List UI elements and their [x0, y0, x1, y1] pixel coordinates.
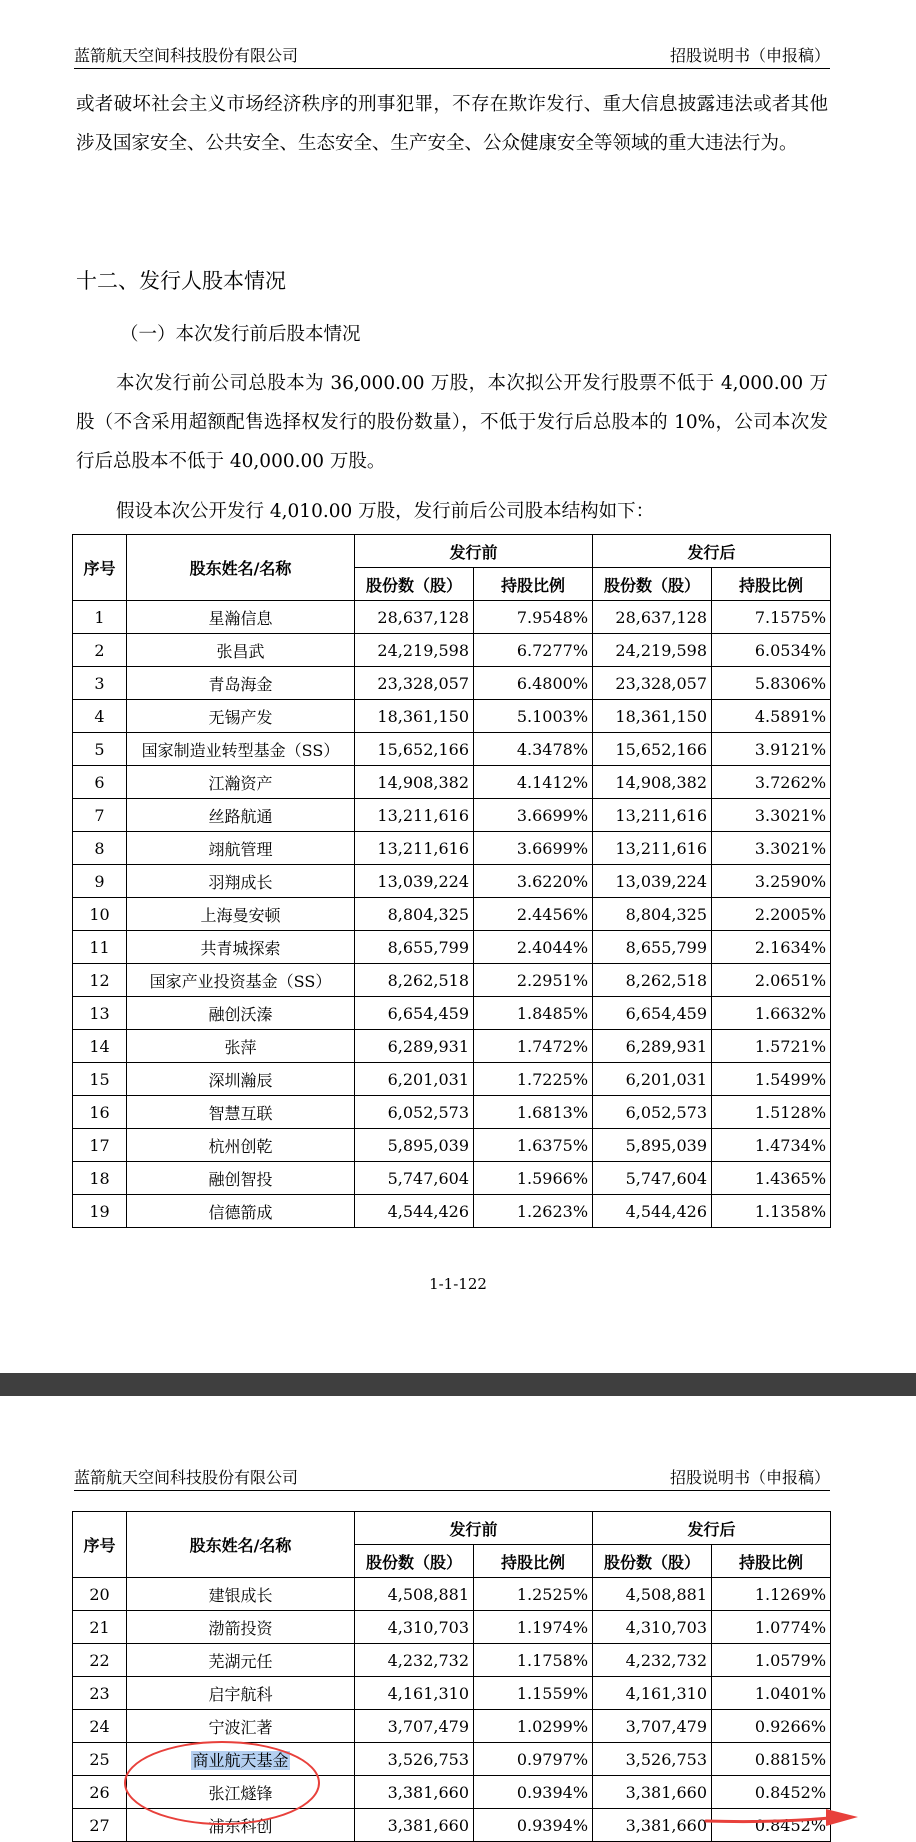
cell-seq: 6	[73, 766, 127, 799]
table-row	[73, 667, 831, 700]
cell-before-shares: 4,508,881	[355, 1578, 474, 1611]
header-after: 发行后	[593, 535, 831, 568]
cell-name: 翊航管理	[127, 832, 355, 865]
cell-before-ratio: 1.6375%	[474, 1129, 593, 1162]
cell-name: 融创智投	[127, 1162, 355, 1195]
cell-after-shares: 5,895,039	[593, 1129, 712, 1162]
cell-after-shares: 4,161,310	[593, 1677, 712, 1710]
cell-seq: 27	[73, 1809, 127, 1842]
cell-after-shares: 4,508,881	[593, 1578, 712, 1611]
body-paragraph-1: 本次发行前公司总股本为 36,000.00 万股，本次拟公开发行股票不低于 4,000.00 万股（不含采用超额配售选择权发行的股份数量），不低于发行后总股本的 10%，公司本次发行后总股本不低于 40,000.00 万股。	[76, 373, 828, 472]
cell-name	[127, 1743, 355, 1776]
cell-before-shares: 14,908,382	[355, 766, 474, 799]
cell-after-ratio: 1.5128%	[712, 1096, 831, 1129]
cell-before-ratio: 1.5966%	[474, 1162, 593, 1195]
cell-after-ratio: 1.1269%	[712, 1578, 831, 1611]
cell-before-ratio: 1.1974%	[474, 1611, 593, 1644]
cell-before-ratio: 1.8485%	[474, 997, 593, 1030]
cell-seq: 9	[73, 865, 127, 898]
table-row	[73, 1809, 831, 1842]
cell-name: 融创沃溱	[127, 997, 355, 1030]
body-paragraph-2: 假设本次公开发行 4,010.00 万股，发行前后公司股本结构如下：	[116, 501, 655, 522]
cell-after-shares: 6,289,931	[593, 1030, 712, 1063]
cell-after-shares: 3,381,660	[593, 1809, 712, 1842]
cell-before-shares: 13,039,224	[355, 865, 474, 898]
cell-seq: 15	[73, 1063, 127, 1096]
cell-after-ratio: 3.7262%	[712, 766, 831, 799]
cell-after-shares: 6,052,573	[593, 1096, 712, 1129]
cell-after-shares: 13,211,616	[593, 799, 712, 832]
header-after-shares: 股份数（股）	[593, 1545, 712, 1578]
table-row	[73, 1776, 831, 1809]
cell-name: 杭州创乾	[127, 1129, 355, 1162]
cell-seq: 5	[73, 733, 127, 766]
cell-after-ratio: 4.5891%	[712, 700, 831, 733]
cell-before-ratio: 1.2525%	[474, 1578, 593, 1611]
cell-after-shares: 8,655,799	[593, 931, 712, 964]
cell-before-shares: 24,219,598	[355, 634, 474, 667]
cell-name: 启宇航科	[127, 1677, 355, 1710]
cell-before-shares: 6,289,931	[355, 1030, 474, 1063]
cell-after-ratio: 3.2590%	[712, 865, 831, 898]
cell-name: 渤箭投资	[127, 1611, 355, 1644]
header-after: 发行后	[593, 1512, 831, 1545]
cell-seq: 8	[73, 832, 127, 865]
table-body-page2	[73, 1578, 831, 1842]
cell-before-shares: 3,381,660	[355, 1776, 474, 1809]
cell-seq: 24	[73, 1710, 127, 1743]
cell-before-shares: 15,652,166	[355, 733, 474, 766]
cell-before-shares: 23,328,057	[355, 667, 474, 700]
header-name: 股东姓名/名称	[127, 535, 355, 601]
cell-before-ratio: 1.1559%	[474, 1677, 593, 1710]
cell-before-ratio: 0.9394%	[474, 1776, 593, 1809]
table-row	[73, 634, 831, 667]
table-row	[73, 1129, 831, 1162]
cell-name: 丝路航通	[127, 799, 355, 832]
cell-before-shares: 3,381,660	[355, 1809, 474, 1842]
cell-name: 智慧互联	[127, 1096, 355, 1129]
table-row	[73, 766, 831, 799]
cell-before-ratio: 1.6813%	[474, 1096, 593, 1129]
cell-before-ratio: 2.2951%	[474, 964, 593, 997]
cell-before-ratio: 3.6220%	[474, 865, 593, 898]
cell-before-ratio: 1.1758%	[474, 1644, 593, 1677]
table-row	[73, 1030, 831, 1063]
cell-seq: 7	[73, 799, 127, 832]
cell-after-shares: 3,526,753	[593, 1743, 712, 1776]
table-row	[73, 799, 831, 832]
cell-before-shares: 13,211,616	[355, 832, 474, 865]
header-doc-type: 招股说明书（申报稿）	[669, 46, 830, 65]
cell-before-shares: 28,637,128	[355, 601, 474, 634]
table-row	[73, 997, 831, 1030]
table-row	[73, 1743, 831, 1776]
cell-after-shares: 13,039,224	[593, 865, 712, 898]
header-company: 蓝箭航天空间科技股份有限公司	[74, 46, 299, 65]
cell-before-shares: 4,161,310	[355, 1677, 474, 1710]
cell-seq: 4	[73, 700, 127, 733]
cell-seq: 13	[73, 997, 127, 1030]
cell-after-ratio: 0.8452%	[712, 1776, 831, 1809]
table-row	[73, 964, 831, 997]
cell-name: 星瀚信息	[127, 601, 355, 634]
cell-after-shares: 4,232,732	[593, 1644, 712, 1677]
cell-name: 共青城探索	[127, 931, 355, 964]
cell-before-ratio: 1.7472%	[474, 1030, 593, 1063]
cell-after-ratio: 2.0651%	[712, 964, 831, 997]
cell-seq: 17	[73, 1129, 127, 1162]
cell-before-shares: 3,526,753	[355, 1743, 474, 1776]
header-seq: 序号	[73, 1512, 127, 1578]
cell-seq: 20	[73, 1578, 127, 1611]
intro-paragraph: 或者破坏社会主义市场经济秩序的刑事犯罪，不存在欺诈发行、重大信息披露违法或者其他涉及国家安全、公共安全、生态安全、生产安全、公众健康安全等领域的重大违法行为。	[76, 94, 828, 154]
cell-name: 青岛海金	[127, 667, 355, 700]
cell-name: 国家产业投资基金（SS）	[127, 964, 355, 997]
highlighted-name: 商业航天基金	[192, 1750, 289, 1770]
cell-after-shares: 3,381,660	[593, 1776, 712, 1809]
shareholder-table-page1	[72, 534, 831, 1228]
table-row	[73, 898, 831, 931]
cell-seq: 1	[73, 601, 127, 634]
cell-before-shares: 4,544,426	[355, 1195, 474, 1228]
table-row	[73, 1162, 831, 1195]
cell-before-ratio: 0.9797%	[474, 1743, 593, 1776]
cell-name: 张江燧锋	[127, 1776, 355, 1809]
cell-before-shares: 8,804,325	[355, 898, 474, 931]
cell-seq: 14	[73, 1030, 127, 1063]
cell-seq: 23	[73, 1677, 127, 1710]
cell-after-shares: 6,201,031	[593, 1063, 712, 1096]
header-before-ratio: 持股比例	[474, 568, 593, 601]
cell-after-shares: 18,361,150	[593, 700, 712, 733]
cell-before-ratio: 3.6699%	[474, 799, 593, 832]
cell-before-shares: 6,052,573	[355, 1096, 474, 1129]
cell-before-ratio: 2.4044%	[474, 931, 593, 964]
cell-before-ratio: 1.7225%	[474, 1063, 593, 1096]
table-row	[73, 1063, 831, 1096]
cell-after-ratio: 1.6632%	[712, 997, 831, 1030]
subsection-title: （一）本次发行前后股本情况	[120, 324, 361, 345]
table-row	[73, 931, 831, 964]
cell-seq: 26	[73, 1776, 127, 1809]
cell-seq: 25	[73, 1743, 127, 1776]
table-row	[73, 865, 831, 898]
cell-after-shares: 15,652,166	[593, 733, 712, 766]
header-before-shares: 股份数（股）	[355, 1545, 474, 1578]
table-row	[73, 832, 831, 865]
header-after-ratio: 持股比例	[712, 568, 831, 601]
cell-before-ratio: 3.6699%	[474, 832, 593, 865]
cell-after-shares: 14,908,382	[593, 766, 712, 799]
page-number: 1-1-122	[429, 1275, 487, 1293]
shareholder-table-page2	[72, 1511, 831, 1842]
cell-before-ratio: 0.9394%	[474, 1809, 593, 1842]
cell-name: 国家制造业转型基金（SS）	[127, 733, 355, 766]
cell-after-ratio: 3.9121%	[712, 733, 831, 766]
cell-seq: 18	[73, 1162, 127, 1195]
cell-seq: 10	[73, 898, 127, 931]
cell-name: 深圳瀚辰	[127, 1063, 355, 1096]
document-page-2	[0, 1396, 916, 1840]
cell-name: 江瀚资产	[127, 766, 355, 799]
cell-after-shares: 3,707,479	[593, 1710, 712, 1743]
cell-after-ratio: 0.8815%	[712, 1743, 831, 1776]
cell-before-shares: 4,310,703	[355, 1611, 474, 1644]
cell-before-shares: 18,361,150	[355, 700, 474, 733]
cell-after-ratio: 1.4365%	[712, 1162, 831, 1195]
header-after-shares: 股份数（股）	[593, 568, 712, 601]
table-row	[73, 1710, 831, 1743]
cell-before-ratio: 4.1412%	[474, 766, 593, 799]
cell-after-ratio: 2.1634%	[712, 931, 831, 964]
cell-after-ratio: 1.0774%	[712, 1611, 831, 1644]
cell-before-ratio: 2.4456%	[474, 898, 593, 931]
cell-after-shares: 8,262,518	[593, 964, 712, 997]
cell-name: 建银成长	[127, 1578, 355, 1611]
table-row	[73, 700, 831, 733]
cell-before-ratio: 4.3478%	[474, 733, 593, 766]
cell-name: 浦东科创	[127, 1809, 355, 1842]
cell-seq: 19	[73, 1195, 127, 1228]
header-before-shares: 股份数（股）	[355, 568, 474, 601]
cell-after-ratio: 1.0579%	[712, 1644, 831, 1677]
page-header	[74, 1462, 830, 1491]
header-name: 股东姓名/名称	[127, 1512, 355, 1578]
table-row	[73, 1096, 831, 1129]
cell-after-ratio: 1.5499%	[712, 1063, 831, 1096]
table-row	[73, 1677, 831, 1710]
cell-seq: 12	[73, 964, 127, 997]
cell-seq: 11	[73, 931, 127, 964]
cell-seq: 3	[73, 667, 127, 700]
cell-name: 上海曼安顿	[127, 898, 355, 931]
table-body-page1	[73, 601, 831, 1228]
cell-after-shares: 5,747,604	[593, 1162, 712, 1195]
cell-after-ratio: 1.5721%	[712, 1030, 831, 1063]
cell-before-ratio: 5.1003%	[474, 700, 593, 733]
cell-after-ratio: 0.8452%	[712, 1809, 831, 1842]
cell-before-shares: 6,654,459	[355, 997, 474, 1030]
table-row	[73, 1644, 831, 1677]
header-before: 发行前	[355, 1512, 593, 1545]
header-seq: 序号	[73, 535, 127, 601]
cell-after-shares: 4,310,703	[593, 1611, 712, 1644]
header-doc-type: 招股说明书（申报稿）	[669, 1468, 830, 1487]
cell-name: 张萍	[127, 1030, 355, 1063]
cell-name: 芜湖元任	[127, 1644, 355, 1677]
cell-name: 信德箭成	[127, 1195, 355, 1228]
table-row	[73, 1611, 831, 1644]
cell-before-ratio: 6.4800%	[474, 667, 593, 700]
header-after-ratio: 持股比例	[712, 1545, 831, 1578]
cell-after-ratio: 1.4734%	[712, 1129, 831, 1162]
cell-seq: 21	[73, 1611, 127, 1644]
cell-before-shares: 5,747,604	[355, 1162, 474, 1195]
cell-before-shares: 8,655,799	[355, 931, 474, 964]
cell-name: 宁波汇著	[127, 1710, 355, 1743]
cell-before-shares: 3,707,479	[355, 1710, 474, 1743]
table-row	[73, 1578, 831, 1611]
header-before: 发行前	[355, 535, 593, 568]
cell-after-ratio: 6.0534%	[712, 634, 831, 667]
cell-after-ratio: 3.3021%	[712, 832, 831, 865]
cell-after-ratio: 2.2005%	[712, 898, 831, 931]
cell-before-shares: 4,232,732	[355, 1644, 474, 1677]
cell-before-shares: 8,262,518	[355, 964, 474, 997]
table-row	[73, 1195, 831, 1228]
cell-after-shares: 13,211,616	[593, 832, 712, 865]
cell-name: 羽翔成长	[127, 865, 355, 898]
header-company: 蓝箭航天空间科技股份有限公司	[74, 1468, 299, 1487]
cell-after-ratio: 5.8306%	[712, 667, 831, 700]
cell-after-shares: 6,654,459	[593, 997, 712, 1030]
cell-after-ratio: 1.1358%	[712, 1195, 831, 1228]
section-title: 十二、发行人股本情况	[76, 269, 286, 293]
cell-before-ratio: 7.9548%	[474, 601, 593, 634]
cell-before-shares: 5,895,039	[355, 1129, 474, 1162]
cell-before-ratio: 6.7277%	[474, 634, 593, 667]
cell-before-shares: 6,201,031	[355, 1063, 474, 1096]
cell-after-shares: 23,328,057	[593, 667, 712, 700]
cell-seq: 22	[73, 1644, 127, 1677]
cell-before-ratio: 1.2623%	[474, 1195, 593, 1228]
cell-name: 张昌武	[127, 634, 355, 667]
cell-after-ratio: 3.3021%	[712, 799, 831, 832]
cell-after-shares: 8,804,325	[593, 898, 712, 931]
table-row	[73, 733, 831, 766]
cell-after-shares: 24,219,598	[593, 634, 712, 667]
cell-before-shares: 13,211,616	[355, 799, 474, 832]
header-before-ratio: 持股比例	[474, 1545, 593, 1578]
cell-seq: 16	[73, 1096, 127, 1129]
cell-after-shares: 4,544,426	[593, 1195, 712, 1228]
cell-after-shares: 28,637,128	[593, 601, 712, 634]
cell-seq: 2	[73, 634, 127, 667]
cell-before-ratio: 1.0299%	[474, 1710, 593, 1743]
page-separator	[0, 1373, 916, 1396]
table-row	[73, 601, 831, 634]
cell-after-ratio: 1.0401%	[712, 1677, 831, 1710]
page-header	[74, 40, 830, 69]
cell-after-ratio: 7.1575%	[712, 601, 831, 634]
cell-name: 无锡产发	[127, 700, 355, 733]
cell-after-ratio: 0.9266%	[712, 1710, 831, 1743]
